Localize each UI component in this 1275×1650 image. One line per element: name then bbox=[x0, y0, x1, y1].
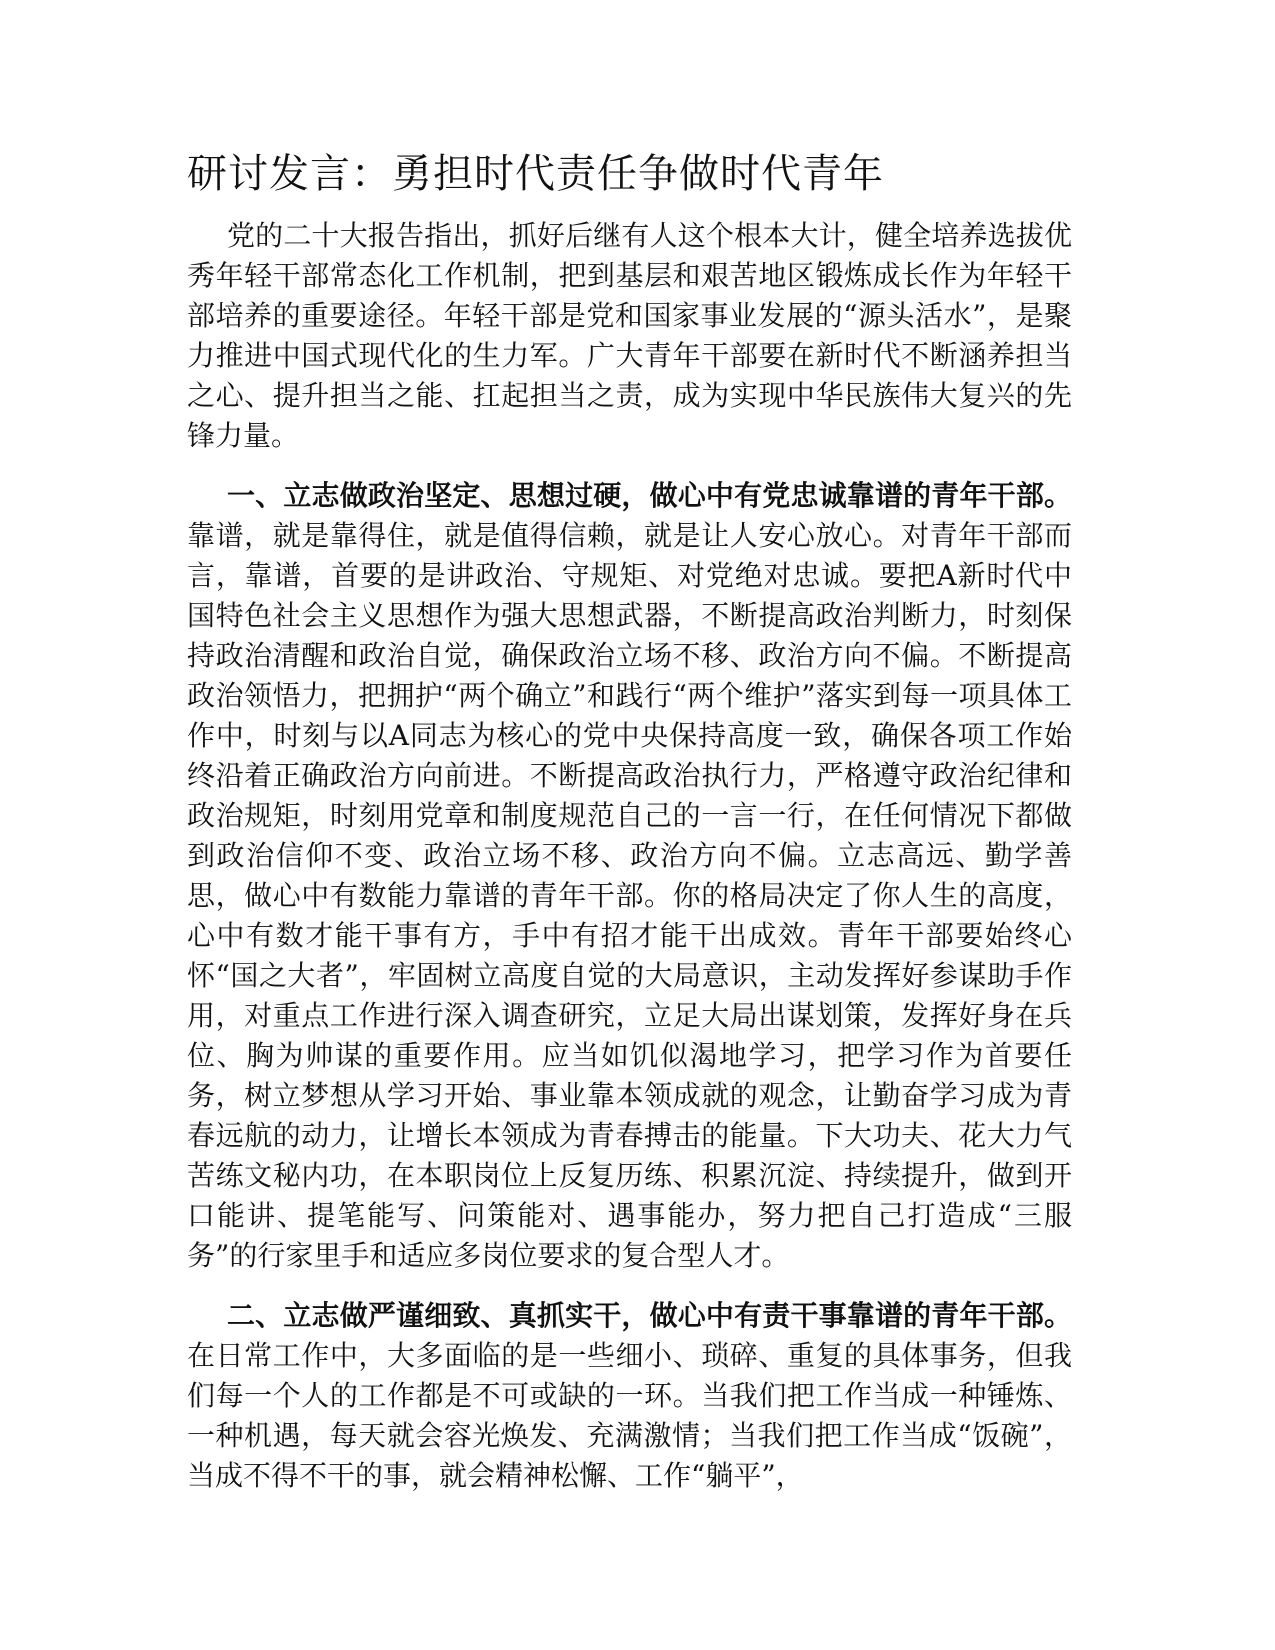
paragraph-lead: 二、立志做严谨细致、真抓实干，做心中有责干事靠谱的青年干部。 bbox=[227, 1299, 1072, 1332]
document-title: 研讨发言：勇担时代责任争做时代青年 bbox=[187, 151, 884, 197]
paragraph-lead: 一、立志做政治坚定、思想过硬，做心中有党忠诚靠谱的青年干部。 bbox=[227, 479, 1072, 512]
paragraph-section-2 bbox=[187, 1296, 1072, 1496]
paragraph-section-1 bbox=[187, 476, 1072, 1276]
paragraph-text: 在日常工作中，大多面临的是一些细小、琐碎、重复的具体事务，但我们每一个人的工作都是不可或缺的一环。当我们把工作当成一种锤炼、一种机遇，每天就会容光焕发、充满激情；当我们把工作当成“饭碗”，当成不得不干的事，就会精神松懈、工作“躺平”， bbox=[187, 1339, 1072, 1492]
paragraph-text: 党的二十大报告指出，抓好后继有人这个根本大计，健全培养选拔优秀年轻干部常态化工作机制，把到基层和艰苦地区锻炼成长作为年轻干部培养的重要途径。年轻干部是党和国家事业发展的“源头活水”，是聚力推进中国式现代化的生力军。广大青年干部要在新时代不断涵养担当之心、提升担当之能、扛起担当之责，成为实现中华民族伟大复兴的先锋力量。 bbox=[187, 219, 1072, 452]
paragraph-text: 靠谱，就是靠得住，就是值得信赖，就是让人安心放心。对青年干部而言，靠谱，首要的是讲政治、守规矩、对党绝对忠诚。要把A新时代中国特色社会主义思想作为强大思想武器，不断提高政治判断力，时刻保持政治清醒和政治自觉，确保政治立场不移、政治方向不偏。不断提高政治领悟力，把拥护“两个确立”和践行“两个维护”落实到每一项具体工作中，时刻与以A同志为核心的党中央保持高度一致，确保各项工作始终沿着正确政治方向前进。不断提高政治执行力，严格遵守政治纪律和政治规矩，时刻用党章和制度规范自己的一言一行，在任何情况下都做到政治信仰不变、政治立场不移、政治方向不偏。立志高远、勤学善思，做心中有数能力靠谱的青年干部。你的格局决定了你人生的高度，心中有数才能干事有方，手中有招才能干出成效。青年干部要始终心怀“国之大者”，牢固树立高度自觉的大局意识，主动发挥好参谋助手作用，对重点工作进行深入调查研究，立足大局出谋划策，发挥好身在兵位、胸为帅谋的重要作用。应当如饥似渴地学习，把学习作为首要任务，树立梦想从学习开始、事业靠本领成就的观念，让勤奋学习成为青春远航的动力，让增长本领成为青春搏击的能量。下大功夫、花大力气苦练文秘内功，在本职岗位上反复历练、积累沉淀、持续提升，做到开口能讲、提笔能写、问策能对、遇事能办，努力把自己打造成“三服务”的行家里手和适应多岗位要求的复合型人才。 bbox=[187, 519, 1072, 1272]
paragraph-intro bbox=[187, 216, 1072, 456]
document-page bbox=[187, 148, 1072, 1516]
